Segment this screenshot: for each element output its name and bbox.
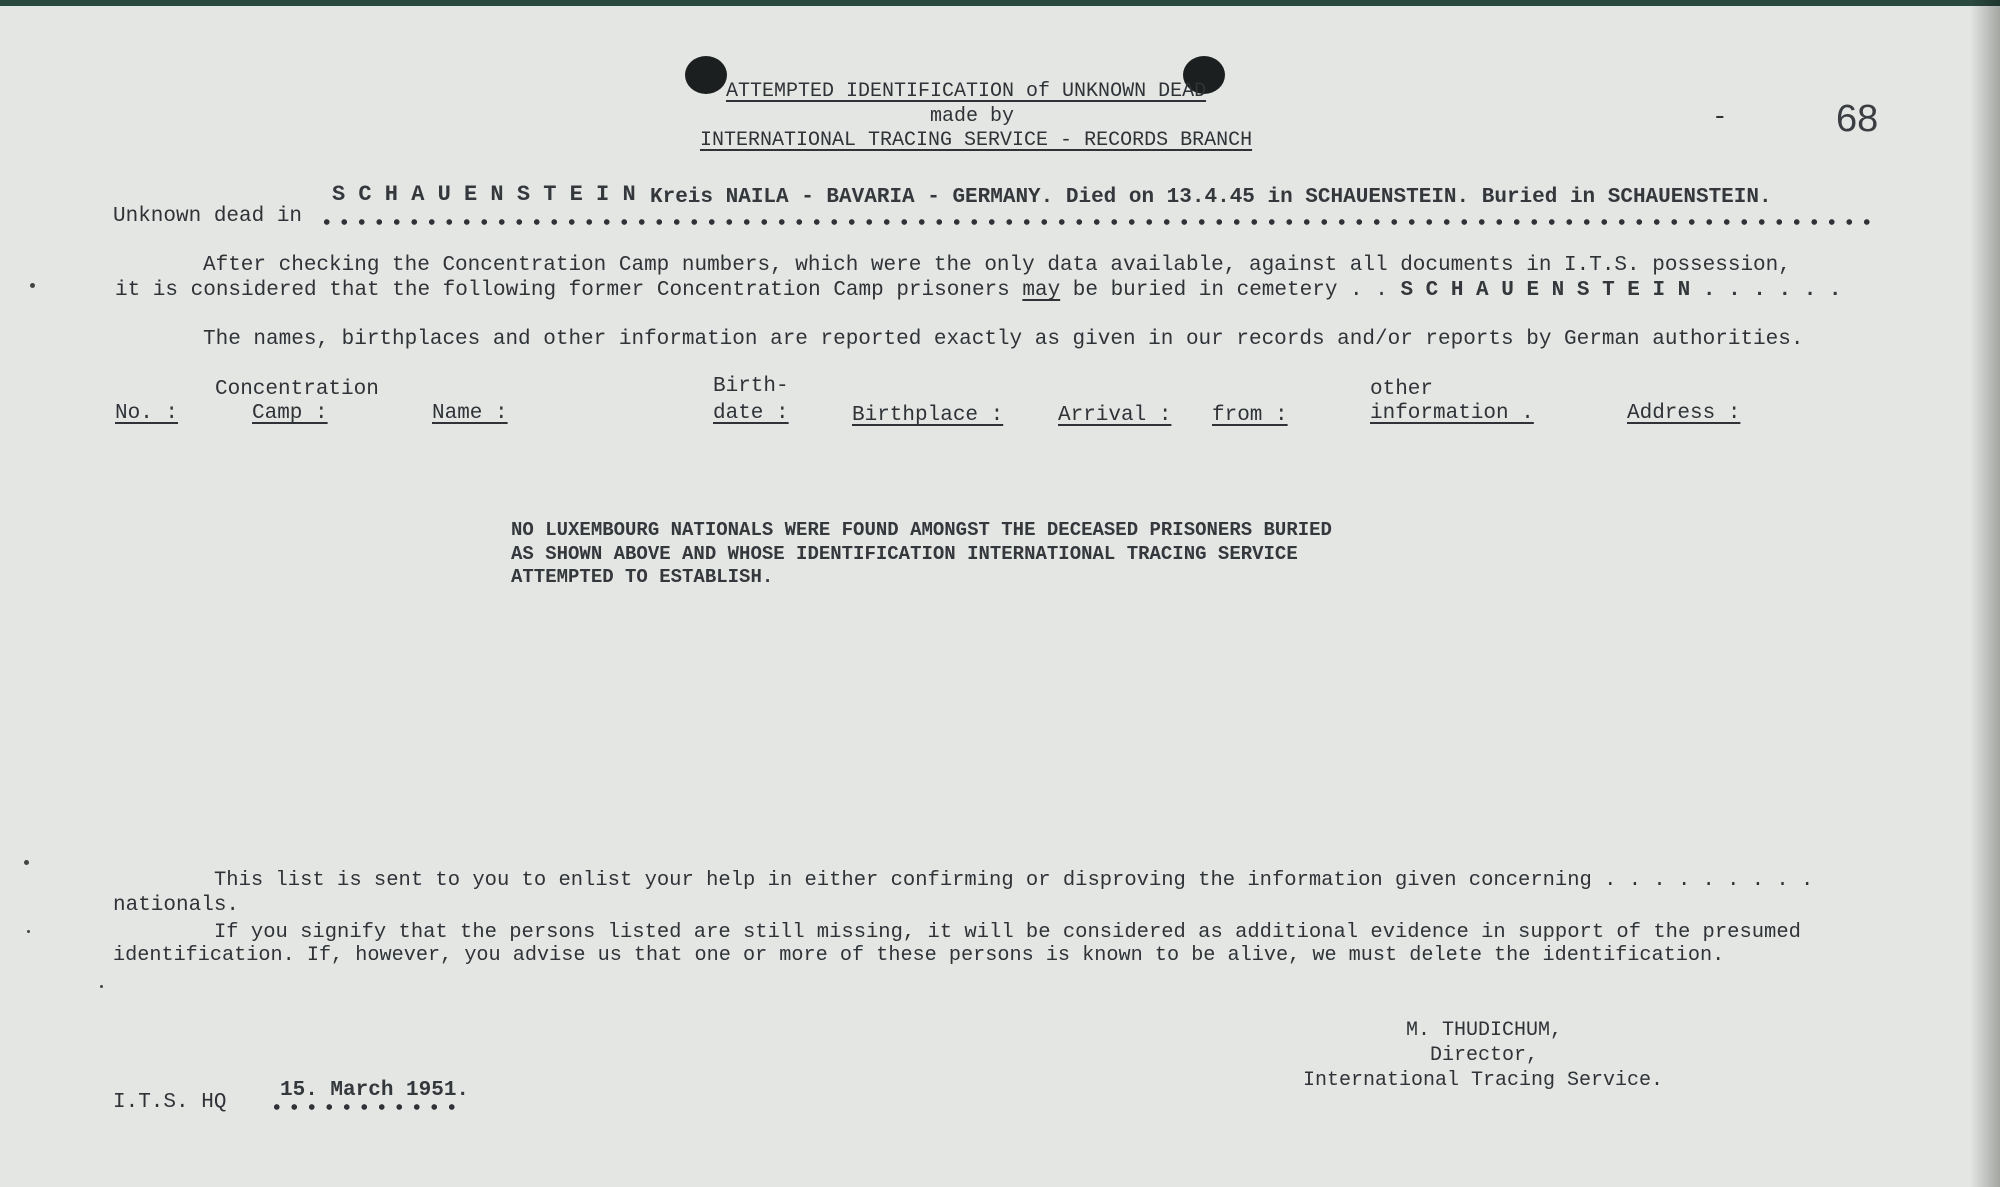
header-no: No. : — [115, 402, 179, 425]
header-camp-top: Concentration — [215, 378, 379, 401]
margin-speck — [27, 930, 30, 933]
header-camp: Camp : — [252, 402, 328, 425]
page-number: 68 — [1836, 98, 1879, 140]
header-other-top: other — [1370, 378, 1434, 401]
header-address: Address : — [1627, 402, 1741, 425]
intro-may: may — [1022, 279, 1061, 302]
location-dotted-leader — [318, 219, 1874, 225]
made-by-label: made by — [930, 105, 1015, 128]
header-information: information . — [1370, 402, 1534, 425]
closing-p2-line2: identification. If, however, you advise us that one or more of these persons is known to be alive, we must delete the identification. — [113, 944, 1725, 967]
header-from: from : — [1212, 404, 1288, 427]
footer-dotted-leader — [268, 1104, 458, 1110]
corner-mark: - — [1712, 102, 1728, 132]
signature-title: Director, — [1430, 1044, 1539, 1067]
notice-line-3: ATTEMPTED TO ESTABLISH. — [511, 566, 774, 588]
top-edge — [0, 0, 2000, 6]
notice-line-2: AS SHOWN ABOVE AND WHOSE IDENTIFICATION INTERNATIONAL TRACING SERVICE — [511, 543, 1298, 565]
margin-speck — [24, 860, 29, 865]
service-line: INTERNATIONAL TRACING SERVICE - RECORDS BRANCH — [700, 129, 1253, 152]
intro-cemetery-place: S C H A U E N S T E I N . . . . . . — [1400, 279, 1842, 302]
margin-speck — [100, 985, 103, 988]
header-birthdate: date : — [713, 402, 789, 425]
header-birth-top: Birth- — [713, 375, 789, 398]
footer-date: 15. March 1951. — [280, 1079, 470, 1102]
header-arrival: Arrival : — [1058, 404, 1172, 427]
margin-speck — [30, 283, 35, 288]
signature-org: International Tracing Service. — [1303, 1069, 1664, 1092]
closing-p1-line1: This list is sent to you to enlist your help in either confirming or disproving the information given concerning . . . . . . . . . — [214, 869, 1814, 892]
notice-line-1: NO LUXEMBOURG NATIONALS WERE FOUND AMONGST THE DECEASED PRISONERS BURIED — [511, 519, 1332, 541]
footer-hq: I.T.S. HQ — [113, 1091, 227, 1114]
header-name: Name : — [432, 402, 508, 425]
header-birthplace: Birthplace : — [852, 404, 1004, 427]
intro-line-3: The names, birthplaces and other information are reported exactly as given in our records and/or reports by German authorities. — [203, 328, 1804, 351]
page-edge-shadow — [1970, 0, 2000, 1187]
location-place: S C H A U E N S T E I N — [332, 182, 636, 207]
punch-hole-left — [685, 56, 727, 94]
document-title: ATTEMPTED IDENTIFICATION of UNKNOWN DEAD — [726, 80, 1207, 103]
intro-line-2 — [115, 279, 1842, 302]
location-details: Kreis NAILA - BAVARIA - GERMANY. Died on 13.4.45 in SCHAUENSTEIN. Buried in SCHAUENSTEIN. — [650, 186, 1772, 209]
location-label: Unknown dead in — [113, 205, 303, 228]
closing-p1-line2: nationals. — [113, 894, 240, 917]
intro-line-1: After checking the Concentration Camp numbers, which were the only data available, against all documents in I.T.S. possession, — [203, 254, 1791, 277]
intro-line-2-b: be buried in cemetery . . — [1060, 279, 1401, 302]
intro-line-2-a: it is considered that the following former Concentration Camp prisoners — [115, 279, 1023, 302]
closing-p2-line1: If you signify that the persons listed are still missing, it will be considered as additional evidence in support of the presumed — [214, 921, 1801, 944]
signature-name: M. THUDICHUM, — [1406, 1019, 1563, 1042]
